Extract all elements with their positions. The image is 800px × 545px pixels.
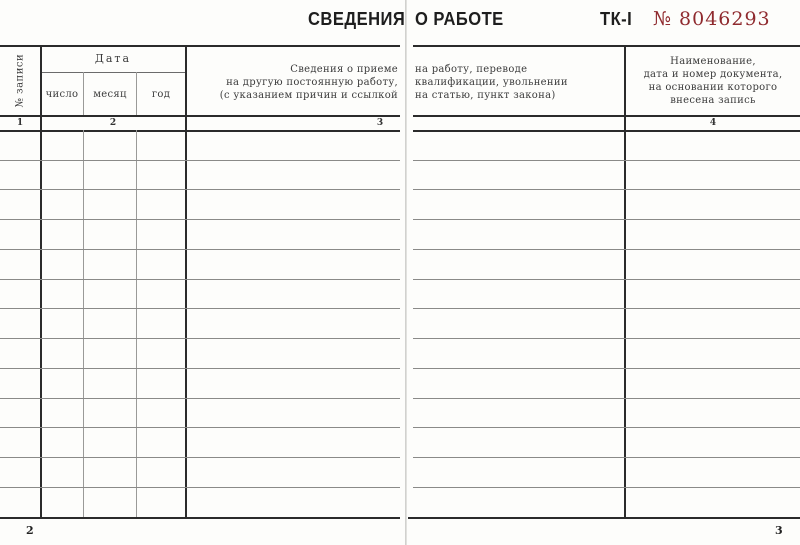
row-line [0,189,400,190]
title-left: СВЕДЕНИЯ [308,9,406,29]
header-basis [626,55,800,107]
header-record-no: № записи [14,53,26,108]
row-line [413,487,800,488]
page-number-right: 3 [775,524,783,537]
header-info-right-line: квалификации, увольнении [415,77,568,88]
header-day: число [45,89,79,100]
page-number-left: 2 [26,524,34,537]
table-bottom-border [0,517,400,519]
header-info-right-line: на работу, переводе [415,64,528,75]
row-line [0,279,400,280]
header-basis-line: дата и номер документа, [643,69,783,80]
header-info-right-line: на статью, пункт закона) [415,90,556,101]
header-year: год [151,89,171,100]
header-info-left [188,63,398,102]
row-line [0,338,400,339]
row-line [413,160,800,161]
table-top-border [413,45,800,47]
header-date: Дата [94,52,132,65]
column-number-3: 3 [376,118,384,128]
row-line [413,338,800,339]
header-info-left-line: на другую постоянную работу, [226,77,398,88]
column-number-1: 1 [16,118,24,128]
serial-number [653,8,771,30]
row-line [0,487,400,488]
col-divider-2 [185,45,187,518]
date-subheader-line [41,72,185,73]
form-code: ТК-I [600,9,633,29]
header-basis-line: внесена запись [670,95,756,106]
row-line [413,189,800,190]
serial-prefix: № [653,8,672,30]
row-line [0,249,400,250]
header-bottom-border [0,115,400,117]
row-line [413,308,800,309]
row-line [0,160,400,161]
row-line [0,219,400,220]
row-line [0,427,400,428]
column-number-4: 4 [709,118,717,128]
table-top-border [0,45,400,47]
title-right: О РАБОТЕ [415,9,504,29]
colnum-bottom-border [0,130,400,132]
col-divider-1 [40,45,42,518]
serial-value: 8046293 [679,8,771,30]
header-info-right [415,63,620,102]
header-info-left-line: (с указанием причин и ссылкой [219,90,398,101]
header-basis-line: Наименование, [670,56,756,67]
header-month: месяц [93,89,127,100]
right-page [408,0,800,545]
book-spine [405,0,407,545]
header-basis-line: на основании которого [648,82,778,93]
row-line [413,249,800,250]
row-line [413,398,800,399]
colnum-bottom-border [413,130,800,132]
header-bottom-border [413,115,800,117]
header-info-left-line: Сведения о приеме [290,64,398,75]
row-line [413,279,800,280]
row-line [0,368,400,369]
table-bottom-border [408,517,800,519]
row-line [413,457,800,458]
row-line [0,398,400,399]
col-divider-3-4 [624,45,626,518]
row-line [413,368,800,369]
column-number-2: 2 [109,118,117,128]
row-line [413,219,800,220]
row-line [0,308,400,309]
row-line [0,457,400,458]
row-line [413,427,800,428]
